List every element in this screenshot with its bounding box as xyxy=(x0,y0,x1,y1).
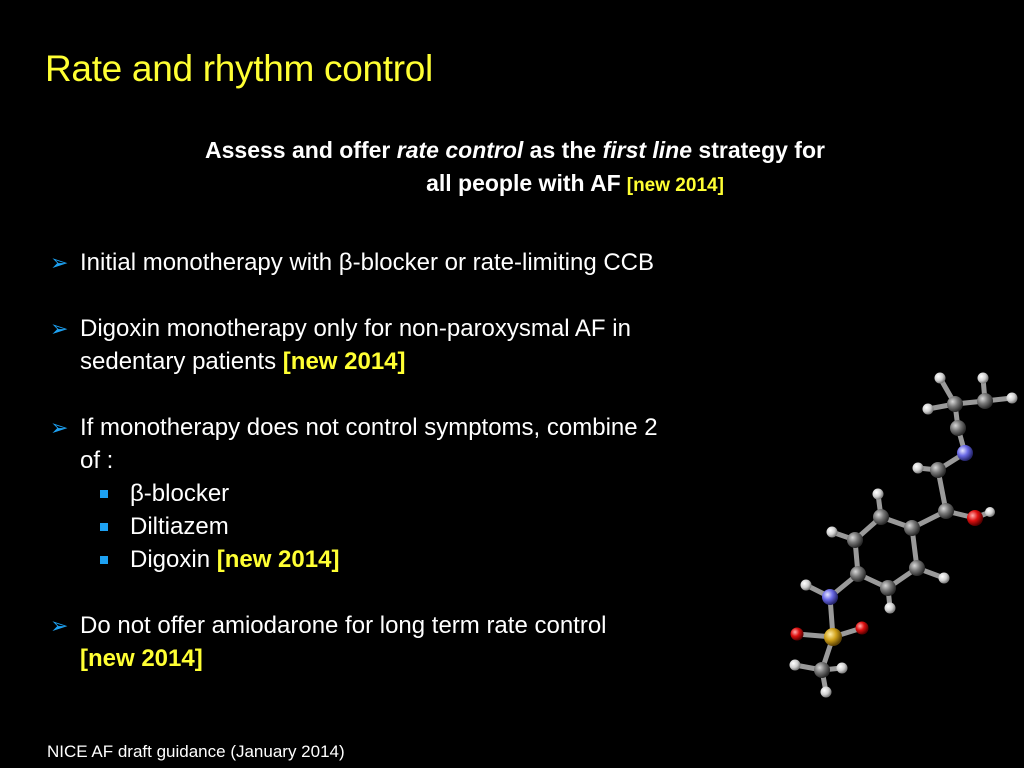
sub-bullet-text: Digoxin xyxy=(130,546,217,573)
bullet-text: sedentary patients xyxy=(80,348,283,375)
slide-title: Rate and rhythm control xyxy=(45,48,433,89)
bullet-text: Do not offer amiodarone for long term rate control xyxy=(80,612,607,639)
new-2014-tag: [new 2014] xyxy=(626,175,724,196)
square-bullet-icon xyxy=(100,490,108,498)
new-2014-tag: [new 2014] xyxy=(80,645,203,672)
bullet-item xyxy=(50,312,780,378)
headline-line-1 xyxy=(100,134,930,167)
headline-emphasis-first-line: first line xyxy=(602,137,693,163)
arrow-bullet-icon: ➢ xyxy=(50,316,69,341)
sub-bullet-item xyxy=(50,543,780,576)
square-bullet-icon xyxy=(100,523,108,531)
bullet-item xyxy=(50,609,780,675)
new-2014-tag: [new 2014] xyxy=(282,348,406,375)
bullet-item xyxy=(50,246,780,279)
headline xyxy=(100,134,930,202)
molecule-model-icon xyxy=(780,360,1024,700)
bullet-text: of : xyxy=(80,447,114,474)
footer-citation: NICE AF draft guidance (January 2014) xyxy=(47,742,345,761)
sub-bullet-text: Diltiazem xyxy=(130,513,229,540)
headline-text: strategy for xyxy=(692,137,825,163)
bullet-text: Initial monotherapy with β-blocker or rate-limiting CCB xyxy=(80,249,655,276)
bullet-text: If monotherapy does not control symptoms, combine 2 xyxy=(80,414,658,441)
headline-text: as the xyxy=(523,137,603,163)
arrow-bullet-icon: ➢ xyxy=(50,613,69,638)
sub-bullet-text: β-blocker xyxy=(130,480,230,507)
arrow-bullet-icon: ➢ xyxy=(50,415,69,440)
sub-bullet-item xyxy=(50,477,780,510)
headline-text: Assess and offer xyxy=(205,137,397,163)
headline-line-2 xyxy=(100,167,930,202)
sub-bullet-item xyxy=(50,510,780,543)
arrow-bullet-icon: ➢ xyxy=(50,250,69,275)
bullet-text: Digoxin monotherapy only for non-paroxysmal AF in xyxy=(80,315,631,342)
bullet-list xyxy=(50,246,780,675)
headline-emphasis-rate-control: rate control xyxy=(396,137,524,163)
bullet-item xyxy=(50,411,780,477)
new-2014-tag: [new 2014] xyxy=(216,546,340,573)
square-bullet-icon xyxy=(100,556,108,564)
headline-text: all people with AF xyxy=(426,170,621,196)
